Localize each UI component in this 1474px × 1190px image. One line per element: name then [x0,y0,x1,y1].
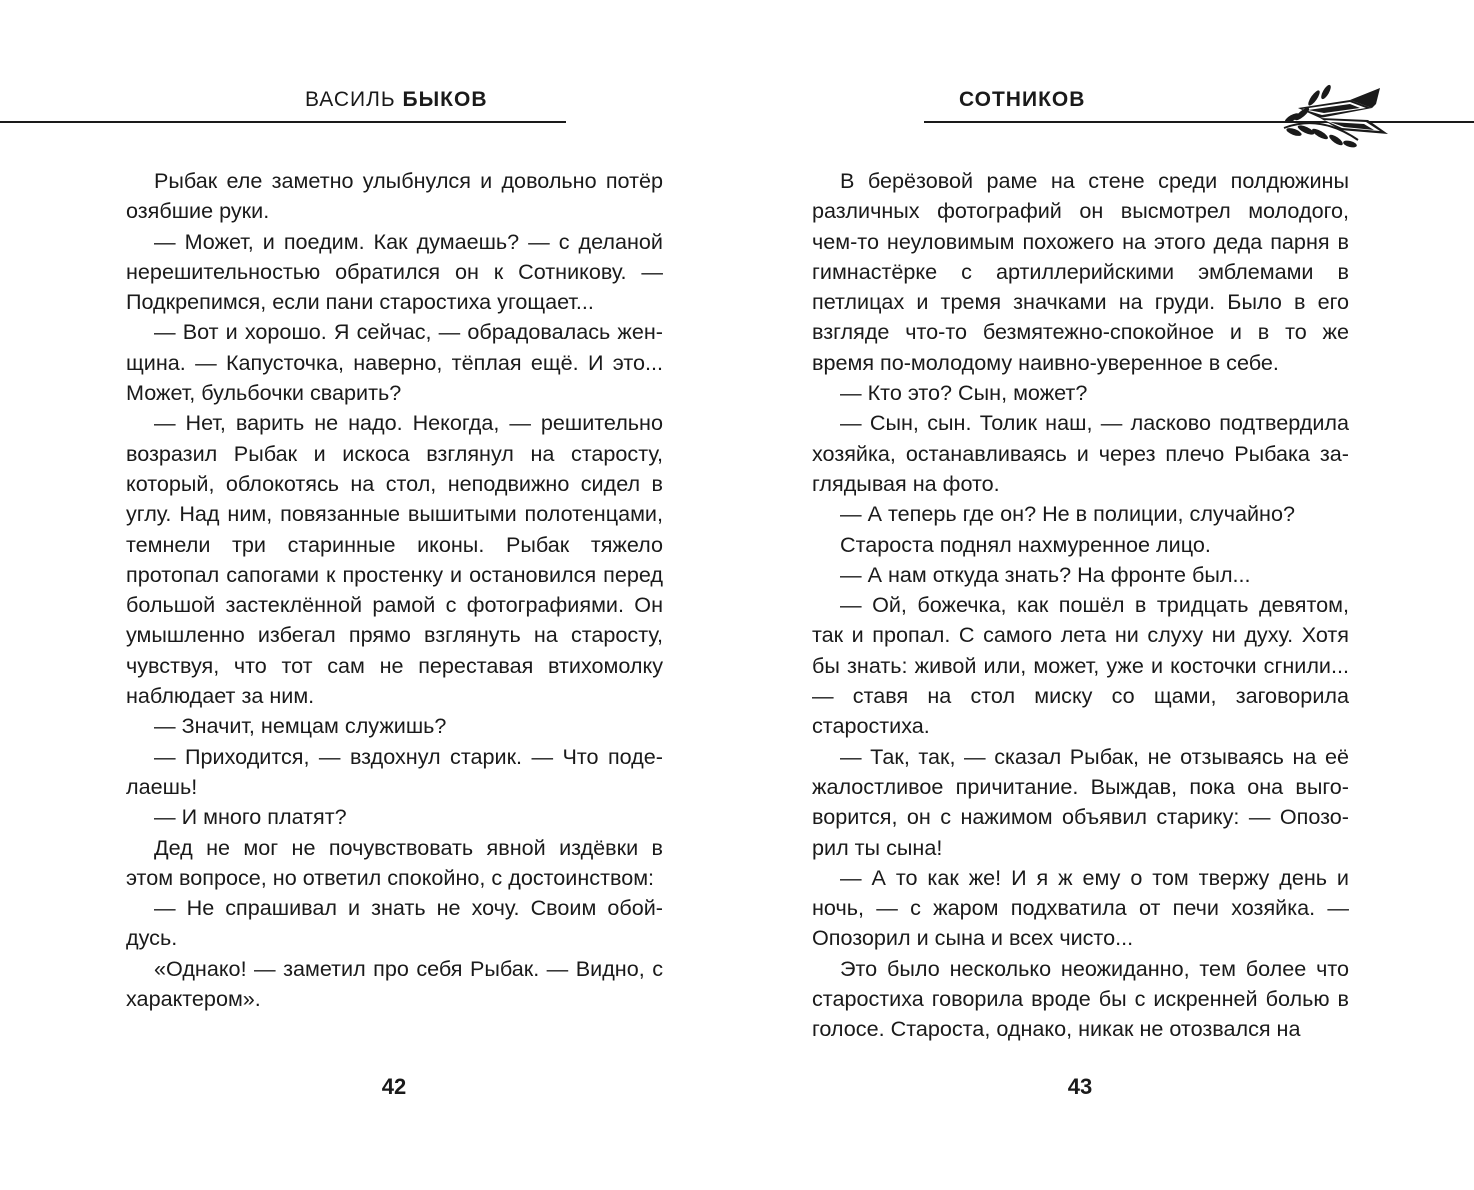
paragraph: — И много платят? [154,804,347,830]
paragraph: В берёзовой раме на стене среди полдюжины различных фотографий он высмотрел молодого, чем-то неуловимым похожего на этого деда парня в гимнастёрке с артиллерийскими эмблемами в петлицах и тремя значками на груди. Было в его взгляде что-то безмятежно-спокойное и в то же время по-молодому наивно-уверенное в себе. [812,168,1349,375]
laurel-ribbon-icon [1280,78,1392,150]
paragraph: — Так, так, — сказал Рыбак, не отзываясь на её жалостливое причитание. Выждав, пока она выговорится, он с нажимом объявил старику: — Опозорил ты сына! [812,743,1349,860]
paragraph: Это было несколько неожиданно, тем более что старостиха говорила вроде бы с искренней болью в голосе. Староста, однако, никак не отозвался на [812,955,1349,1042]
paragraph: — Нет, варить не надо. Некогда, — решительно возразил Рыбак и искоса взглянул на старосту, который, облокотясь на стол, неподвижно сидел в углу. Над ним, повязанные вышитыми полотенцами, темнели три старинные иконы. Рыбак тяжело протопал сапогами к простенку и остановился перед большой застеклённой рамой с фотографиями. Он умышленно избегал прямо взглянуть на старосту, чувствуя, что тот сам не переставая втихомолку наблюдает за ним. [126,410,663,709]
paragraph: Рыбак еле заметно улыбнулся и довольно потёр озябшие руки. [126,168,663,224]
paragraph: «Однако! — заметил про себя Рыбак. — Видно, с характером». [126,955,663,1012]
running-head-author [305,88,488,112]
paragraph: — Приходится, — вздохнул старик. — Что поделаешь! [126,743,663,799]
paragraph: — Кто это? Сын, может? [840,380,1088,406]
paragraph: Староста поднял нахмуренное лицо. [840,531,1211,557]
paragraph: — А то как же! И я ж ему о том твержу день и ночь, — с жаром подхватила от печи хозяйка. — Опозорил и сына и всех чисто... [812,864,1349,951]
book-title: СОТНИКОВ [959,88,1086,111]
paragraph: — А теперь где он? Не в полиции, случайно? [840,501,1295,527]
right-page [737,0,1474,1190]
paragraph: — А нам откуда знать? На фронте был... [840,561,1251,587]
paragraph: Дед не мог не почувствовать явной издёвки в этом вопросе, но ответил спокойно, с достоинством: [126,834,663,890]
paragraph: — Вот и хорошо. Я сейчас, — обрадовалась женщина. — Капусточка, наверно, тёплая ещё. И это... Может, бульбочки сварить? [126,319,663,406]
paragraph: — Не спрашивал и знать не хочу. Своим обойдусь. [126,895,663,951]
body-text [126,166,663,1014]
body-text [812,166,1349,1045]
page-number: 43 [1067,1074,1093,1099]
author-first-name: ВАСИЛЬ [305,88,396,111]
author-last-name: БЫКОВ [402,88,488,111]
paragraph: — Сын, сын. Толик наш, — ласково подтвердила хозяйка, останавливаясь и через плечо Рыбака заглядывая на фото. [812,410,1349,496]
page-number: 42 [381,1074,407,1099]
paragraph: — Ой, божечка, как пошёл в тридцать девятом, так и пропал. С самого лета ни слуху ни духу. Хотя бы знать: живой или, может, уже и косточки сгнили... — ставя на стол миску со щами, заговорила старостиха. [812,592,1349,739]
paragraph: — Может, и поедим. Как думаешь? — с деланой нерешительностью обратился он к Сотникову. — Подкрепимся, если пани старостиха угощает... [126,228,663,315]
paragraph: — Значит, немцам служишь? [154,713,447,739]
running-head-title [959,88,1085,112]
header-rule [0,121,566,123]
